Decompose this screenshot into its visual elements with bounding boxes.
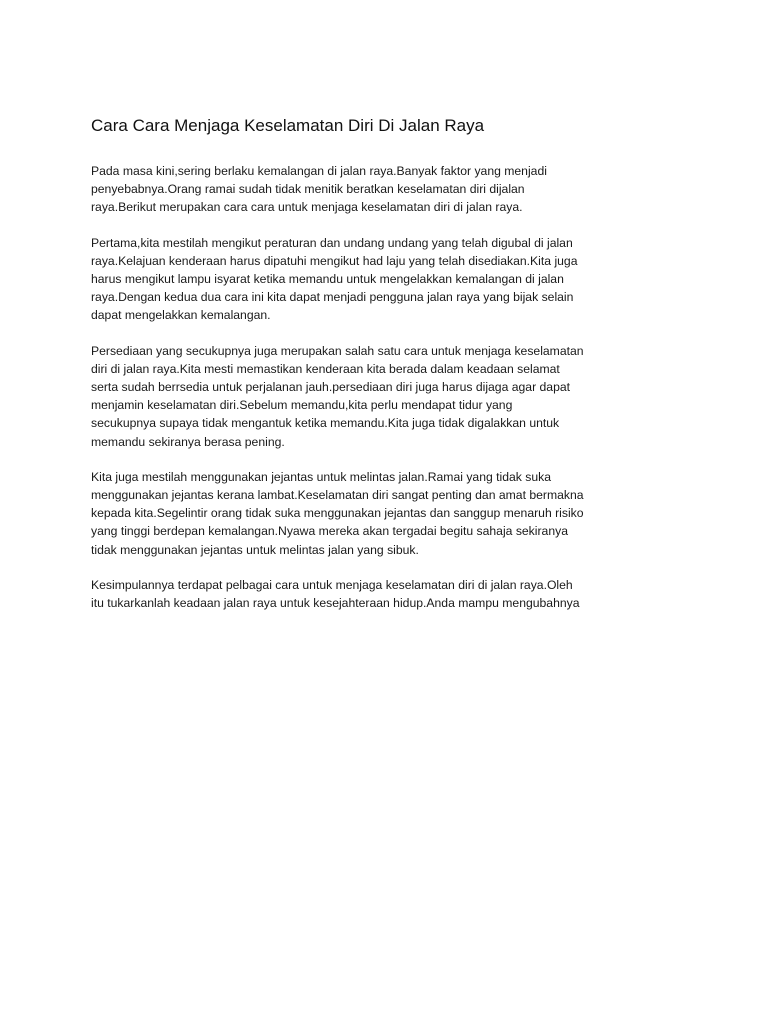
text-line: yang tinggi berdepan kemalangan.Nyawa mereka akan tergadai begitu sahaja sekiranya — [91, 524, 568, 539]
text-line: penyebabnya.Orang ramai sudah tidak menitik beratkan keselamatan diri dijalan — [91, 182, 525, 197]
text-line: tidak menggunakan jejantas untuk melintas jalan yang sibuk. — [91, 542, 419, 557]
paragraph-intro — [91, 162, 691, 217]
paragraph-second-point — [91, 342, 691, 451]
text-line: Kita juga mestilah menggunakan jejantas untuk melintas jalan.Ramai yang tidak suka — [91, 469, 552, 484]
document-body — [91, 116, 691, 629]
document-title: Cara Cara Menjaga Keselamatan Diri Di Jalan Raya — [91, 116, 485, 135]
paragraph-first-point — [91, 234, 691, 325]
text-line: diri di jalan raya.Kita mesti memastikan kenderaan kita berada dalam keadaan selamat — [91, 361, 560, 376]
text-line: harus mengikut lampu isyarat ketika memandu untuk mengelakkan kemalangan di jalan — [91, 272, 564, 287]
text-line: Kesimpulannya terdapat pelbagai cara untuk menjaga keselamatan diri di jalan raya.Oleh — [91, 577, 573, 592]
text-line: menjamin keselamatan diri.Sebelum memandu,kita perlu mendapat tidur yang — [91, 398, 513, 413]
text-line: serta sudah berrsedia untuk perjalanan jauh.persediaan diri juga harus dijaga agar dapat — [91, 380, 571, 395]
text-line: memandu sekiranya berasa pening. — [91, 434, 285, 449]
paragraph-conclusion — [91, 576, 691, 612]
text-line: raya.Kelajuan kenderaan harus dipatuhi mengikut had laju yang telah disediakan.Kita juga — [91, 253, 578, 268]
text-line: menggunakan jejantas kerana lambat.Keselamatan diri sangat penting dan amat bermakna — [91, 488, 584, 503]
text-line: Pada masa kini,sering berlaku kemalangan di jalan raya.Banyak faktor yang menjadi — [91, 164, 547, 178]
text-line: raya.Dengan kedua dua cara ini kita dapat menjadi pengguna jalan raya yang bijak selain — [91, 290, 574, 305]
paragraph-third-point — [91, 468, 691, 559]
text-line: Persediaan yang secukupnya juga merupakan salah satu cara untuk menjaga keselamatan — [91, 343, 584, 358]
text-line: secukupnya supaya tidak mengantuk ketika memandu.Kita juga tidak digalakkan untuk — [91, 416, 560, 431]
text-line: itu tukarkanlah keadaan jalan raya untuk kesejahteraan hidup.Anda mampu mengubahnya — [91, 596, 580, 611]
text-line: raya.Berikut merupakan cara cara untuk menjaga keselamatan diri di jalan raya. — [91, 200, 523, 215]
text-line: Pertama,kita mestilah mengikut peraturan dan undang undang yang telah digubal di jalan — [91, 235, 573, 250]
text-line: kepada kita.Segelintir orang tidak suka menggunakan jejantas dan sanggup menaruh risiko — [91, 506, 584, 521]
text-line: dapat mengelakkan kemalangan. — [91, 308, 271, 323]
